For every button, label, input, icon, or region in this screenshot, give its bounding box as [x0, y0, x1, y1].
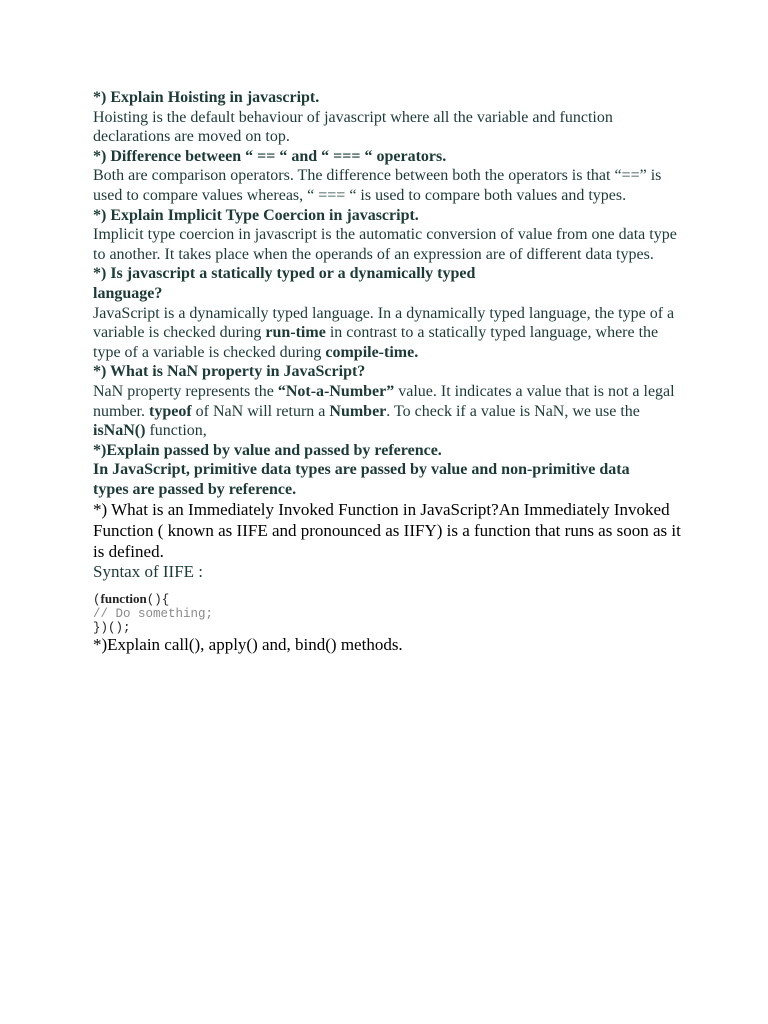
- nan-heading: *) What is NaN property in JavaScript?: [93, 363, 366, 381]
- iife-code-block: [93, 592, 683, 635]
- nan-part4: . To check if a value is NaN, we use the: [386, 402, 640, 420]
- typing-heading-line2: language?: [93, 284, 163, 302]
- hoisting-heading: *) Explain Hoisting in javascript.: [93, 89, 320, 106]
- nan-bold4: isNaN(): [93, 422, 146, 440]
- typing-heading: [93, 264, 683, 303]
- nan-bold1: “Not-a-Number”: [277, 382, 395, 400]
- nan-bold3: Number: [329, 402, 387, 420]
- code-keyword: function: [100, 591, 147, 607]
- pass-body: [93, 460, 683, 499]
- typing-body-compiletime: compile-time.: [325, 343, 419, 361]
- call-apply-heading: *)Explain call(), apply() and, bind() methods.: [93, 635, 403, 655]
- iife-syntax-label: Syntax of IIFE :: [93, 562, 204, 582]
- pass-heading: *)Explain passed by value and passed by reference.: [93, 441, 442, 459]
- equality-body: Both are comparison operators. The difference between both the operators is that “==” is used to compare values whereas, “ === “ is used to compare both values and types.: [93, 167, 662, 204]
- nan-body: [93, 382, 683, 441]
- equality-heading: *) Difference between “ == “ and “ === “ operators.: [93, 147, 447, 165]
- typing-body: [93, 304, 683, 363]
- pass-line1: In JavaScript, primitive data types are passed by value and non-primitive data: [93, 461, 630, 479]
- typing-body-part1: JavaScript is a dynamically typed language. In a dynamically typed language, the type of a variable is checked during: [93, 304, 675, 342]
- pass-line2: types are passed by reference.: [93, 480, 297, 498]
- code-open-paren: (: [93, 593, 101, 608]
- document-content: [93, 88, 683, 655]
- nan-part2: value. It indicates a value that is not a legal number.: [93, 382, 675, 420]
- nan-part1: NaN property represents the: [93, 382, 278, 400]
- nan-part3: of NaN will return a: [191, 402, 330, 420]
- code-line1-rest: (){: [146, 593, 170, 608]
- coercion-body: Implicit type coercion in javascript is the automatic conversion of value from one data type to another. It takes place when the operands of an expression are of different data types.: [93, 226, 677, 263]
- hoisting-body: Hoisting is the default behaviour of javascript where all the variable and function declarations are moved on top.: [93, 108, 613, 146]
- nan-part5: function,: [145, 422, 207, 440]
- typing-body-runtime: run-time: [265, 324, 326, 342]
- typing-body-part2: in contrast to a statically typed language, where the type of a variable is checked during: [93, 324, 659, 361]
- code-close: })();: [93, 621, 131, 636]
- iife-text: *) What is an Immediately Invoked Function in JavaScript?An Immediately Invoked Function ( known as IIFE and pronounced as IIFY) is a function that runs as soon as it is defined.: [93, 500, 681, 562]
- code-comment: // Do something;: [93, 607, 214, 622]
- nan-bold2: typeof: [149, 402, 192, 420]
- typing-heading-line1: *) Is javascript a statically typed or a dynamically typed: [93, 265, 476, 283]
- coercion-heading: *) Explain Implicit Type Coercion in javascript.: [93, 206, 419, 224]
